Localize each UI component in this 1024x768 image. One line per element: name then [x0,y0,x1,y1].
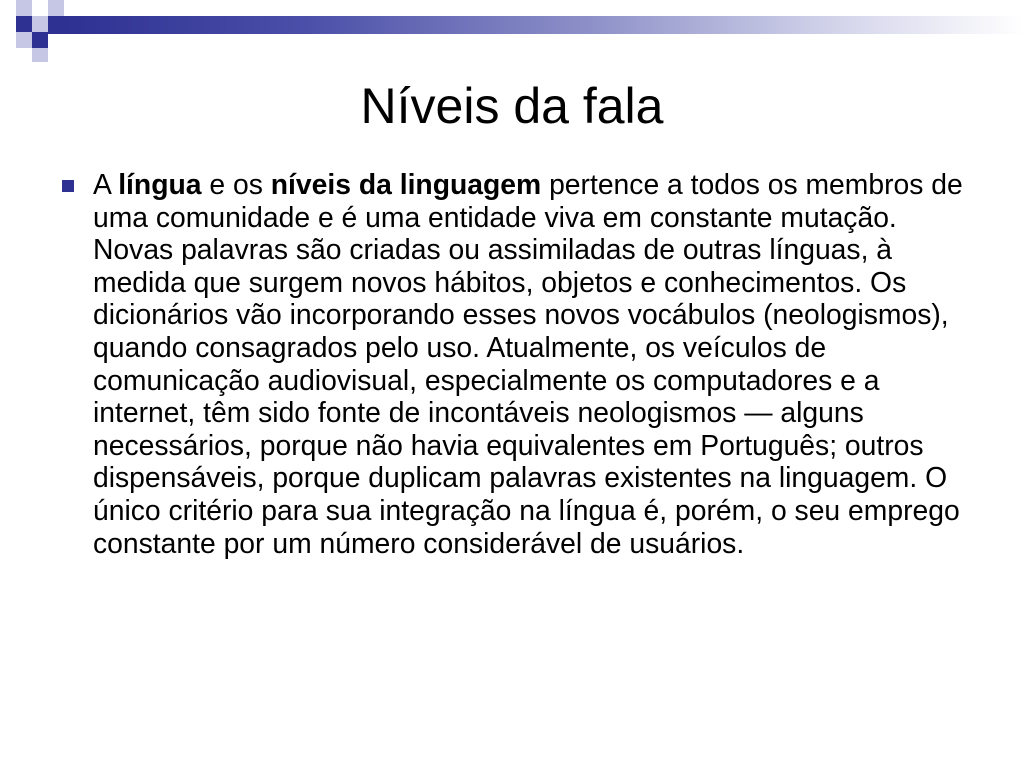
decorative-square [32,0,48,16]
header-gradient-bar [66,16,1024,34]
decorative-square [32,48,48,62]
bullet-text-segment: pertence a todos os membros de uma comunidade e é uma entidade viva em constante mutação. Novas palavras são criadas ou assimiladas de outras línguas, à medida que surgem novos hábitos, objetos e conhecimentos. Os dicionários vão incorporando esses novos vocábulos (neologismos), quando consagrados pelo uso. Atualmente, os veículos de comunicação audiovisual, especialmente os computadores e a internet, têm sido fonte de incontáveis neologismos — alguns necessários, porque não havia equivalentes em Português; outros dispensáveis, porque duplicam palavras existentes na linguagem. O único critério para sua integração na língua é, porém, o seu emprego constante por um número considerável de usuários. [93,168,963,559]
bullet-paragraph [93,168,973,559]
decorative-square [16,32,32,48]
decorative-square [32,32,48,48]
bold-term-lingua: língua [118,168,202,200]
decorative-square [48,16,66,34]
bullet-text-segment: A [93,168,119,200]
decorative-square [16,16,32,32]
decorative-square [0,0,16,16]
square-bullet-icon [62,180,74,192]
bold-term-niveis-da-linguagem: níveis da linguagem [270,168,542,200]
decorative-square [16,0,32,16]
decorative-square [32,16,48,32]
bullet-text-segment: e os [201,168,271,200]
decorative-square [48,0,64,16]
slide-title: Níveis da fala [360,78,664,134]
